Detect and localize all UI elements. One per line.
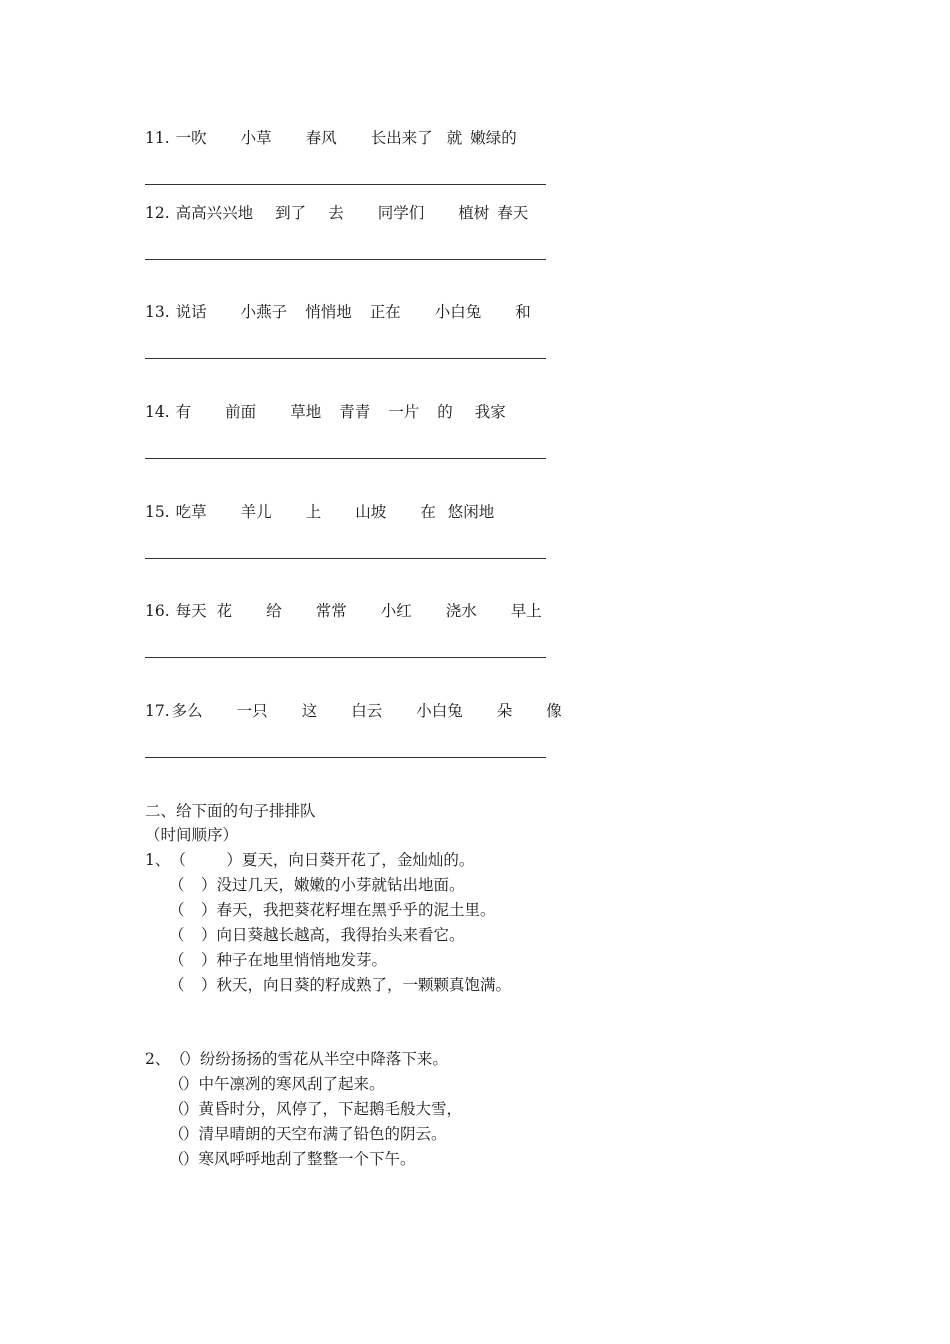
word-chip: 羊儿 (240, 503, 272, 521)
word-chip: 小草 (240, 129, 272, 147)
group-prefix: 1、 (145, 851, 171, 869)
question-number: 17. (145, 702, 170, 720)
word-chip: 就 (446, 129, 463, 147)
sentence-text: 中午凛冽的寒风刮了起来。 (198, 1075, 385, 1093)
order-blank[interactable]: （ (169, 876, 185, 894)
sentence-text: 夏天，向日葵开花了，金灿灿的。 (241, 851, 475, 869)
sentence-text: 寒风呼呼地刮了整整一个下午。 (198, 1150, 416, 1168)
order-blank[interactable]: （ (169, 1125, 185, 1143)
order-blank[interactable]: （ (169, 976, 185, 994)
sentence-text: 秋天，向日葵的籽成熟了，一颗颗真饱满。 (216, 976, 512, 994)
ordering-item (169, 923, 465, 945)
order-blank[interactable]: （ (170, 851, 186, 869)
word-chip: 春风 (305, 129, 337, 147)
answer-line-11[interactable] (145, 184, 546, 185)
question-number: 13. (145, 303, 170, 321)
word-chip: 一只 (236, 702, 268, 720)
section-subtitle: （时间顺序） (145, 826, 239, 844)
ordering-item (169, 873, 465, 895)
word-chip: 小白兔 (416, 702, 463, 720)
question-number: 14. (145, 403, 170, 421)
ordering-item (169, 898, 496, 920)
ordering-item (145, 848, 474, 870)
word-chip: 花 (216, 602, 233, 620)
word-chip: 嫩绿的 (470, 129, 517, 147)
group-prefix: 2、 (145, 1050, 171, 1068)
section-title: 二、给下面的句子排排队 (145, 802, 316, 820)
word-chip: 小白兔 (434, 303, 482, 321)
paren-close: ） (201, 951, 217, 969)
word-chip: 小燕子 (240, 303, 288, 321)
word-chip: 同学们 (377, 204, 425, 222)
word-chip: 植树 (458, 204, 490, 222)
word-chip: 到了 (275, 204, 307, 222)
word-chip: 我家 (474, 403, 506, 421)
paren-close: ） (183, 1100, 199, 1118)
sentence-text: 向日葵越长越高，我得抬头来看它。 (216, 926, 465, 944)
question-11 (145, 126, 517, 148)
word-chip: 长出来了 (370, 129, 433, 147)
word-chip: 在 (420, 503, 436, 521)
question-12 (145, 201, 528, 223)
ordering-item (169, 1097, 462, 1119)
answer-line-14[interactable] (145, 458, 546, 459)
ordering-item (145, 1047, 448, 1069)
ordering-item (169, 973, 511, 995)
word-chip: 吃草 (175, 503, 207, 521)
paren-close: ） (201, 976, 217, 994)
word-chip: 青青 (339, 403, 371, 421)
sentence-text: 清早晴朗的天空布满了铅色的阴云。 (198, 1125, 447, 1143)
word-chip: 说话 (175, 303, 207, 321)
word-chip: 正在 (369, 303, 401, 321)
order-blank[interactable]: （ (169, 1150, 185, 1168)
paren-close: ） (183, 1150, 199, 1168)
paren-close: ） (201, 876, 217, 894)
word-chip: 每天 (175, 602, 207, 620)
ordering-item (169, 948, 387, 970)
word-chip: 给 (266, 602, 282, 620)
order-blank[interactable]: （ (169, 926, 185, 944)
answer-line-15[interactable] (145, 558, 546, 559)
word-chip: 去 (328, 204, 344, 222)
paren-close: ） (183, 1125, 199, 1143)
ordering-item (169, 1122, 447, 1144)
word-chip: 高高兴兴地 (175, 204, 254, 222)
order-blank[interactable]: （ (169, 901, 185, 919)
sentence-text: 没过几天，嫩嫩的小芽就钻出地面。 (216, 876, 465, 894)
answer-line-17[interactable] (145, 757, 546, 758)
word-chip: 常常 (315, 602, 347, 620)
question-15 (145, 500, 494, 522)
order-blank[interactable]: （ (170, 1050, 186, 1068)
paren-close: ） (226, 851, 242, 869)
word-chip: 白云 (351, 702, 383, 720)
word-chip: 春天 (497, 204, 529, 222)
word-chip: 早上 (510, 602, 542, 620)
order-blank[interactable]: （ (169, 951, 185, 969)
word-chip: 上 (305, 503, 322, 521)
question-number: 12. (145, 204, 170, 222)
word-chip: 朵 (496, 702, 513, 720)
word-chip: 多么 (171, 702, 203, 720)
order-blank[interactable]: （ (169, 1100, 185, 1118)
question-17 (145, 699, 562, 721)
word-chip: 的 (437, 403, 453, 421)
paren-close: ） (183, 1075, 199, 1093)
word-chip: 山坡 (355, 503, 387, 521)
sentence-text: 春天，我把葵花籽埋在黑乎乎的泥土里。 (216, 901, 496, 919)
word-chip: 和 (515, 303, 531, 321)
word-chip: 像 (546, 702, 562, 720)
word-chip: 悄悄地 (305, 303, 352, 321)
answer-line-13[interactable] (145, 358, 546, 359)
word-chip: 小红 (380, 602, 412, 620)
paren-close: ） (201, 926, 217, 944)
question-number: 16. (145, 602, 170, 620)
question-13 (145, 300, 531, 322)
answer-line-12[interactable] (145, 259, 546, 260)
question-number: 11. (145, 129, 170, 147)
paren-close: ） (184, 1050, 200, 1068)
question-number: 15. (145, 503, 170, 521)
answer-line-16[interactable] (145, 657, 546, 658)
sentence-text: 种子在地里悄悄地发芽。 (216, 951, 388, 969)
word-chip: 前面 (225, 403, 257, 421)
paren-close: ） (201, 901, 217, 919)
question-16 (145, 599, 542, 621)
word-chip: 浇水 (445, 602, 477, 620)
word-chip: 有 (175, 403, 192, 421)
ordering-item (169, 1072, 385, 1094)
question-14 (145, 400, 506, 422)
sentence-text: 纷纷扬扬的雪花从半空中降落下来。 (199, 1050, 448, 1068)
word-chip: 这 (301, 702, 318, 720)
ordering-item (169, 1147, 416, 1169)
word-chip: 一吹 (175, 129, 207, 147)
word-chip: 一片 (388, 403, 420, 421)
word-chip: 悠闲地 (447, 503, 495, 521)
sentence-text: 黄昏时分，风停了，下起鹅毛般大雪， (198, 1100, 463, 1118)
order-blank[interactable]: （ (169, 1075, 185, 1093)
word-chip: 草地 (290, 403, 322, 421)
